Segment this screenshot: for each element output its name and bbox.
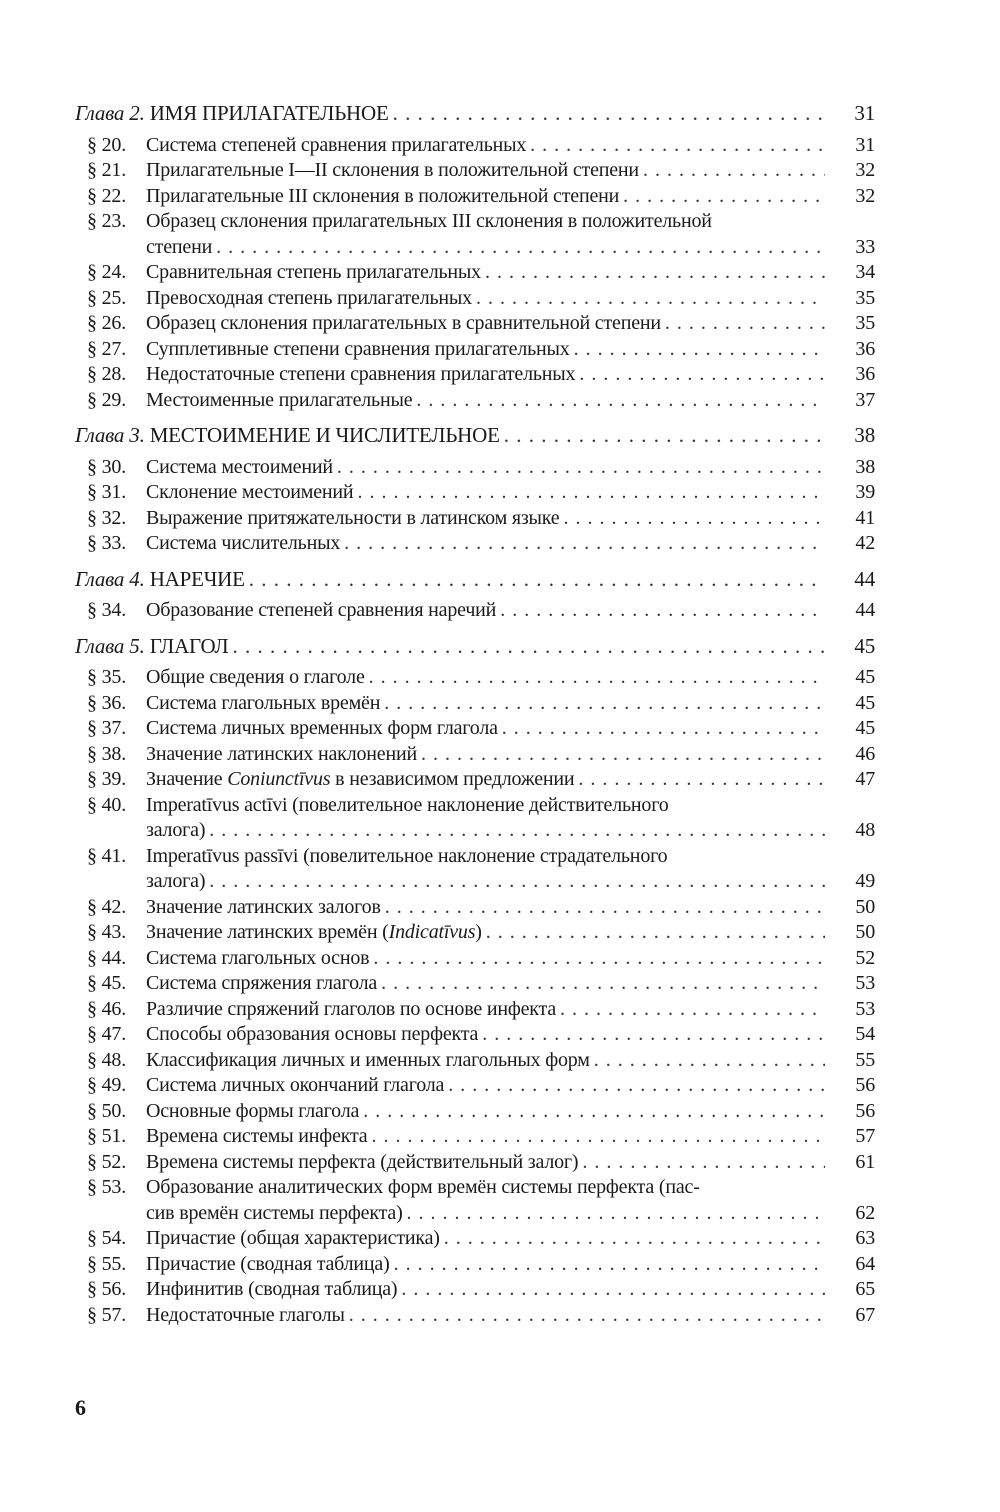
section-number: § 25. bbox=[87, 286, 127, 309]
section-number: § 57. bbox=[87, 1303, 127, 1326]
toc-entry[interactable] bbox=[75, 691, 875, 717]
section-title-line2: степени bbox=[146, 235, 213, 258]
dot-leader bbox=[526, 133, 825, 159]
dot-leader bbox=[345, 1303, 825, 1329]
section-number: § 42. bbox=[87, 895, 127, 918]
section-title: Недостаточные глаголы bbox=[146, 1303, 345, 1326]
page-ref: 53 bbox=[855, 972, 875, 994]
page-ref: 36 bbox=[855, 337, 875, 360]
toc-entry[interactable] bbox=[75, 133, 875, 159]
page-ref: 50 bbox=[855, 895, 875, 918]
section-title: Времена системы перфекта (действительный залог) bbox=[146, 1150, 579, 1173]
page-ref: 45 bbox=[855, 691, 875, 714]
section-number: § 33. bbox=[87, 532, 127, 554]
section-title: Система местоимений bbox=[146, 455, 333, 478]
page-ref: 67 bbox=[855, 1303, 875, 1326]
toc-entry[interactable] bbox=[75, 1099, 875, 1125]
dot-leader bbox=[481, 260, 825, 286]
section-number: § 41. bbox=[87, 844, 127, 867]
dot-leader bbox=[496, 598, 825, 624]
dot-leader bbox=[333, 455, 825, 481]
section-number: § 30. bbox=[87, 455, 127, 478]
toc-entry[interactable] bbox=[75, 311, 875, 337]
page-ref: 32 bbox=[855, 159, 875, 181]
dot-leader bbox=[228, 634, 825, 660]
section-number: § 35. bbox=[87, 666, 127, 688]
toc-entry[interactable] bbox=[75, 971, 875, 997]
page-ref: 45 bbox=[855, 666, 875, 688]
toc-entry[interactable] bbox=[75, 531, 875, 557]
toc-entry[interactable] bbox=[75, 920, 875, 946]
section-number: § 49. bbox=[87, 1074, 127, 1096]
toc-entry[interactable] bbox=[75, 1048, 875, 1074]
dot-leader bbox=[403, 1201, 825, 1227]
section-title: Прилагательные I—II склонения в положительной степени bbox=[146, 159, 639, 181]
toc-entry[interactable] bbox=[75, 260, 875, 286]
toc-entry[interactable] bbox=[75, 1124, 875, 1150]
section-title: Причастие (общая характеристика) bbox=[146, 1227, 440, 1249]
dot-leader bbox=[661, 311, 825, 337]
section-title: Причастие (сводная таблица) bbox=[146, 1252, 390, 1275]
dot-leader bbox=[212, 235, 825, 261]
dot-leader bbox=[570, 337, 825, 363]
section-number: § 51. bbox=[87, 1125, 127, 1147]
toc-entry[interactable] bbox=[75, 1303, 875, 1329]
dot-leader bbox=[556, 997, 825, 1023]
section-title: Выражение притяжательности в латинском языке bbox=[146, 506, 560, 529]
chapter-label: Глава 4. bbox=[75, 566, 145, 591]
dot-leader bbox=[365, 665, 825, 691]
section-title: Значение латинских времён (Indicatīvus) bbox=[146, 921, 482, 943]
dot-leader bbox=[578, 1150, 825, 1176]
section-title: Классификация личных и именных глагольных форм bbox=[146, 1048, 590, 1071]
dot-leader bbox=[482, 920, 825, 946]
toc-entry[interactable] bbox=[75, 665, 875, 691]
toc-entry[interactable] bbox=[75, 767, 875, 793]
dot-leader bbox=[367, 1124, 825, 1150]
section-number: § 46. bbox=[87, 997, 127, 1020]
toc-entry[interactable] bbox=[75, 895, 875, 921]
dot-leader bbox=[359, 1099, 825, 1125]
page-ref: 45 bbox=[854, 633, 875, 658]
section-title: Система глагольных основ bbox=[146, 946, 370, 969]
toc-entry[interactable] bbox=[75, 506, 875, 532]
section-title-line1: Imperatīvus passīvi (повелительное наклонение страдательного bbox=[146, 844, 668, 867]
page-ref: 64 bbox=[855, 1252, 875, 1275]
section-title-line1: Образование аналитических форм времён системы перфекта (пас- bbox=[146, 1176, 700, 1198]
page-ref: 34 bbox=[855, 261, 875, 283]
section-title: Общие сведения о глаголе bbox=[146, 666, 365, 688]
toc-entry[interactable] bbox=[75, 1073, 875, 1099]
dot-leader bbox=[639, 158, 825, 184]
page-ref: 62 bbox=[855, 1201, 875, 1224]
section-title: Система личных окончаний глагола bbox=[146, 1074, 445, 1096]
page-ref: 44 bbox=[854, 566, 875, 591]
page-ref: 33 bbox=[855, 235, 875, 258]
page-ref: 48 bbox=[855, 819, 875, 841]
section-number: § 45. bbox=[87, 972, 127, 994]
chapter-heading[interactable] bbox=[75, 567, 875, 593]
section-title-line1: Образец склонения прилагательных III склонения в положительной bbox=[146, 210, 712, 232]
section-title-line2: залога) bbox=[146, 870, 206, 892]
page-ref: 47 bbox=[855, 768, 875, 790]
toc-entry[interactable] bbox=[75, 1022, 875, 1048]
dot-leader bbox=[377, 971, 825, 997]
section-title: Образование степеней сравнения наречий bbox=[146, 599, 497, 621]
page-ref: 31 bbox=[855, 133, 875, 156]
section-title: Различие спряжений глаголов по основе инфекта bbox=[146, 997, 556, 1020]
page-number: 6 bbox=[75, 1395, 86, 1420]
dot-leader bbox=[381, 895, 825, 921]
dot-leader bbox=[390, 1252, 825, 1278]
page-ref: 56 bbox=[855, 1074, 875, 1096]
section-title: Склонение местоимений bbox=[146, 481, 354, 503]
section-number: § 50. bbox=[87, 1099, 127, 1122]
section-number: § 22. bbox=[87, 184, 127, 207]
toc-entry-multiline[interactable] bbox=[75, 793, 875, 844]
chapter-name: ГЛАГОЛ bbox=[149, 633, 229, 658]
page-ref: 52 bbox=[855, 946, 875, 969]
section-number: § 20. bbox=[87, 133, 127, 156]
page-ref: 57 bbox=[855, 1125, 875, 1147]
toc-entry[interactable] bbox=[75, 997, 875, 1023]
section-title: Система числительных bbox=[146, 532, 341, 554]
section-number: § 27. bbox=[87, 337, 127, 360]
page-ref: 38 bbox=[855, 455, 875, 478]
section-title: Система личных временных форм глагола bbox=[146, 717, 498, 739]
section-number: § 28. bbox=[87, 363, 127, 385]
toc-entry[interactable] bbox=[75, 1252, 875, 1278]
page-ref: 32 bbox=[855, 184, 875, 207]
section-number: § 26. bbox=[87, 312, 127, 334]
section-title: Супплетивные степени сравнения прилагательных bbox=[146, 337, 570, 360]
section-title: Значение латинских залогов bbox=[146, 895, 381, 918]
section-number: § 47. bbox=[87, 1023, 127, 1045]
section-number: § 39. bbox=[87, 768, 127, 790]
page-ref: 63 bbox=[855, 1227, 875, 1249]
page-ref: 41 bbox=[855, 506, 875, 529]
page-ref: 39 bbox=[855, 481, 875, 503]
dot-leader bbox=[560, 506, 826, 532]
dot-leader bbox=[478, 1022, 825, 1048]
chapter-name: НАРЕЧИЕ bbox=[149, 566, 245, 591]
dot-leader bbox=[590, 1048, 825, 1074]
section-number: § 36. bbox=[87, 691, 127, 714]
section-title: Недостаточные степени сравнения прилагательных bbox=[146, 363, 576, 385]
dot-leader bbox=[417, 742, 825, 768]
table-of-contents bbox=[75, 101, 875, 1328]
page-ref: 42 bbox=[855, 532, 875, 554]
section-number: § 34. bbox=[87, 599, 127, 621]
section-title: Времена системы инфекта bbox=[146, 1125, 368, 1147]
section-number: § 43. bbox=[87, 921, 127, 943]
latin-term: Indicatīvus bbox=[388, 921, 476, 943]
toc-entry-multiline[interactable] bbox=[75, 209, 875, 260]
toc-entry[interactable] bbox=[75, 455, 875, 481]
section-title: Значение латинских наклонений bbox=[146, 742, 417, 765]
chapter-name: ИМЯ ПРИЛАГАТЕЛЬНОЕ bbox=[149, 101, 389, 125]
dot-leader bbox=[389, 101, 825, 127]
chapter-heading[interactable] bbox=[75, 101, 875, 127]
section-number: § 54. bbox=[87, 1227, 127, 1249]
chapter-heading[interactable] bbox=[75, 634, 875, 660]
section-number: § 48. bbox=[87, 1048, 127, 1071]
section-number: § 31. bbox=[87, 481, 127, 503]
section-title: Сравнительная степень прилагательных bbox=[146, 261, 481, 283]
page-ref: 36 bbox=[855, 363, 875, 385]
page-ref: 56 bbox=[855, 1099, 875, 1122]
page-ref: 61 bbox=[855, 1150, 875, 1173]
page-ref: 31 bbox=[854, 101, 875, 125]
section-title: Прилагательные III склонения в положительной степени bbox=[146, 184, 620, 207]
section-title: Местоименные прилагательные bbox=[146, 388, 413, 411]
chapter-heading[interactable] bbox=[75, 423, 875, 449]
toc-entry[interactable] bbox=[75, 716, 875, 742]
chapter-label: Глава 5. bbox=[75, 633, 145, 658]
section-number: § 21. bbox=[87, 159, 127, 181]
section-title: Способы образования основы перфекта bbox=[146, 1023, 479, 1045]
page-ref: 38 bbox=[854, 423, 875, 447]
page-ref: 50 bbox=[855, 921, 875, 943]
page-ref: 44 bbox=[855, 599, 875, 621]
section-number: § 55. bbox=[87, 1252, 127, 1275]
section-title-line2: сив времён системы перфекта) bbox=[146, 1201, 403, 1224]
toc-entry[interactable] bbox=[75, 362, 875, 388]
page-ref: 55 bbox=[855, 1048, 875, 1071]
toc-entry[interactable] bbox=[75, 184, 875, 210]
toc-entry[interactable] bbox=[75, 388, 875, 414]
toc-entry-multiline[interactable] bbox=[75, 1175, 875, 1226]
page-ref: 35 bbox=[855, 312, 875, 334]
page-ref: 46 bbox=[855, 742, 875, 765]
dot-leader bbox=[440, 1226, 825, 1252]
toc-entry[interactable] bbox=[75, 286, 875, 312]
toc-entry-multiline[interactable] bbox=[75, 844, 875, 895]
section-number: § 38. bbox=[87, 742, 127, 765]
dot-leader bbox=[397, 1277, 825, 1303]
section-title-line2: залога) bbox=[146, 819, 206, 841]
section-number: § 32. bbox=[87, 506, 127, 529]
dot-leader bbox=[380, 691, 825, 717]
section-title: Система степеней сравнения прилагательных bbox=[146, 133, 527, 156]
dot-leader bbox=[340, 531, 825, 557]
dot-leader bbox=[444, 1073, 825, 1099]
toc-entry[interactable] bbox=[75, 480, 875, 506]
page-ref: 37 bbox=[855, 388, 875, 411]
section-number: § 23. bbox=[87, 210, 127, 232]
dot-leader bbox=[619, 184, 825, 210]
dot-leader bbox=[472, 286, 825, 312]
page-ref: 35 bbox=[855, 286, 875, 309]
dot-leader bbox=[369, 946, 825, 972]
dot-leader bbox=[500, 423, 825, 449]
section-title: Основные формы глагола bbox=[146, 1099, 360, 1122]
toc-entry[interactable] bbox=[75, 337, 875, 363]
dot-leader bbox=[412, 388, 825, 414]
dot-leader bbox=[574, 767, 825, 793]
toc-entry[interactable] bbox=[75, 598, 875, 624]
dot-leader bbox=[205, 818, 825, 844]
section-title: Значение Coniunctīvus в независимом предложении bbox=[146, 768, 575, 790]
page-ref: 45 bbox=[855, 717, 875, 739]
section-title-line1: Imperatīvus actīvi (повелительное наклонение действительного bbox=[146, 793, 669, 816]
latin-term: Coniunctīvus bbox=[227, 768, 331, 790]
section-number: § 53. bbox=[87, 1176, 127, 1198]
section-number: § 29. bbox=[87, 388, 127, 411]
section-number: § 44. bbox=[87, 946, 127, 969]
section-title: Превосходная степень прилагательных bbox=[146, 286, 472, 309]
section-number: § 40. bbox=[87, 793, 127, 816]
section-number: § 56. bbox=[87, 1278, 127, 1300]
page-ref: 53 bbox=[855, 997, 875, 1020]
page-ref: 49 bbox=[855, 870, 875, 892]
page-ref: 65 bbox=[855, 1278, 875, 1300]
section-title: Система глагольных времён bbox=[146, 691, 381, 714]
toc-entry[interactable] bbox=[75, 946, 875, 972]
section-title: Инфинитив (сводная таблица) bbox=[146, 1278, 398, 1300]
chapter-label: Глава 3. bbox=[75, 423, 145, 447]
toc-entry[interactable] bbox=[75, 1150, 875, 1176]
dot-leader bbox=[245, 567, 825, 593]
dot-leader bbox=[205, 869, 825, 895]
section-number: § 52. bbox=[87, 1150, 127, 1173]
toc-entry[interactable] bbox=[75, 1226, 875, 1252]
chapter-label: Глава 2. bbox=[75, 101, 145, 125]
dot-leader bbox=[498, 716, 825, 742]
section-title: Система спряжения глагола bbox=[146, 972, 378, 994]
toc-entry[interactable] bbox=[75, 158, 875, 184]
toc-entry[interactable] bbox=[75, 1277, 875, 1303]
section-number: § 24. bbox=[87, 261, 127, 283]
section-title: Образец склонения прилагательных в сравнительной степени bbox=[146, 312, 661, 334]
section-number: § 37. bbox=[87, 717, 127, 739]
toc-entry[interactable] bbox=[75, 742, 875, 768]
dot-leader bbox=[575, 362, 825, 388]
dot-leader bbox=[353, 480, 825, 506]
page-ref: 54 bbox=[855, 1023, 875, 1045]
chapter-name: МЕСТОИМЕНИЕ И ЧИСЛИТЕЛЬНОЕ bbox=[149, 423, 500, 447]
